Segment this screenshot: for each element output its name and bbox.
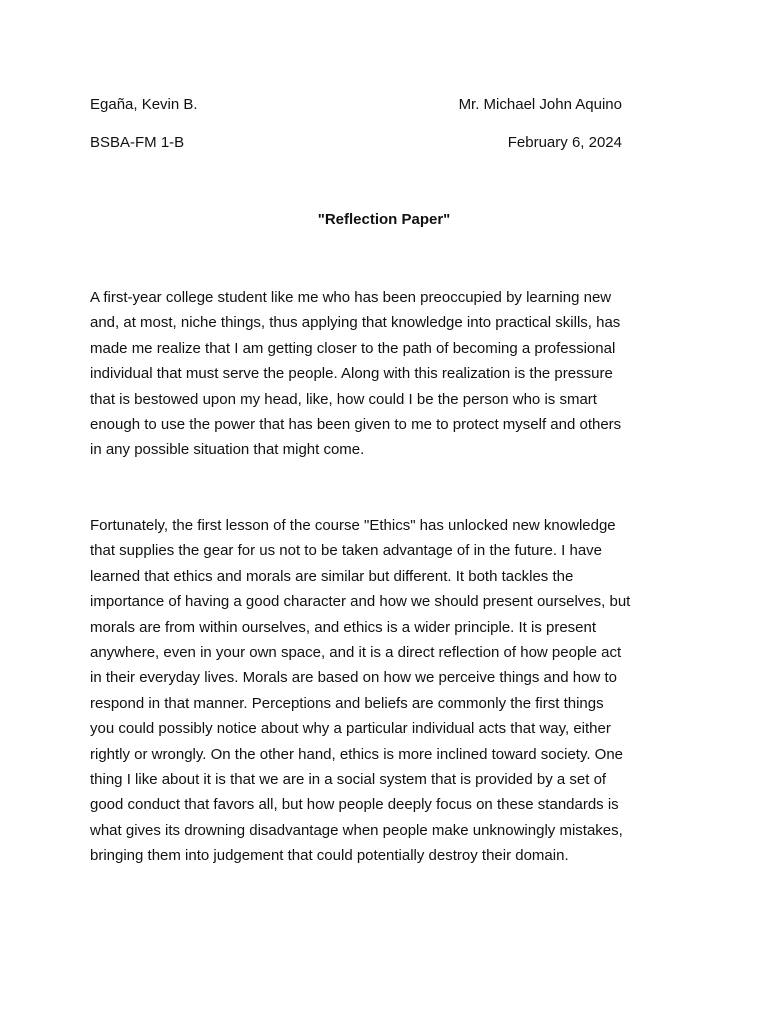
paragraph-line: Fortunately, the first lesson of the course "Ethics" has unlocked new knowledge xyxy=(90,517,616,534)
document-date: February 6, 2024 xyxy=(507,134,622,151)
section-code: BSBA-FM 1-B xyxy=(90,134,185,151)
paragraph-line: in any possible situation that might come. xyxy=(90,441,365,459)
paragraph-line: rightly or wrongly. On the other hand, ethics is more inclined toward society. One xyxy=(90,745,624,763)
paragraph-line: thing I like about it is that we are in a social system that is provided by a set of xyxy=(90,771,607,789)
paragraph-line: that is bestowed upon my head, like, how could I be the person who is smart xyxy=(90,390,597,408)
paragraph-2 xyxy=(90,513,680,869)
paragraph-line: importance of having a good character and how we should present ourselves, but xyxy=(90,593,631,611)
paragraph-line: bringing them into judgement that could potentially destroy their domain. xyxy=(90,847,569,865)
paragraph-line: enough to use the power that has been given to me to protect myself and others xyxy=(90,416,622,434)
paragraph-line: made me realize that I am getting closer to the path of becoming a professional xyxy=(90,339,616,357)
paragraph-line: learned that ethics and morals are similar but different. It both tackles the xyxy=(90,567,574,585)
paragraph-line: and, at most, niche things, thus applying that knowledge into practical skills, has xyxy=(90,314,621,332)
instructor-name: Mr. Michael John Aquino xyxy=(458,96,622,113)
student-name: Egaña, Kevin B. xyxy=(90,96,198,113)
paragraph-line: in their everyday lives. Morals are based on how we perceive things and how to xyxy=(90,669,617,687)
paragraph-1 xyxy=(90,285,680,463)
paragraph-line: anywhere, even in your own space, and it is a direct reflection of how people act xyxy=(90,644,622,662)
header-row-names xyxy=(90,94,622,116)
paragraph-line: that supplies the gear for us not to be taken advantage of in the future. I have xyxy=(90,542,603,560)
paragraph-line: respond in that manner. Perceptions and beliefs are commonly the first things xyxy=(90,694,604,712)
paragraph-line: morals are from within ourselves, and ethics is a wider principle. It is present xyxy=(90,618,597,636)
paragraph-line: good conduct that favors all, but how people deeply focus on these standards is xyxy=(90,796,619,814)
paragraph-line: individual that must serve the people. Along with this realization is the pressure xyxy=(90,365,613,383)
document-title: "Reflection Paper" xyxy=(317,211,451,228)
paragraph-line: you could possibly notice about why a particular individual acts that way, either xyxy=(90,720,611,738)
paragraph-line: what gives its drowning disadvantage when people make unknowingly mistakes, xyxy=(90,821,623,839)
paragraph-line: A first-year college student like me who has been preoccupied by learning new xyxy=(90,289,612,306)
header-row-section-date xyxy=(90,132,622,154)
